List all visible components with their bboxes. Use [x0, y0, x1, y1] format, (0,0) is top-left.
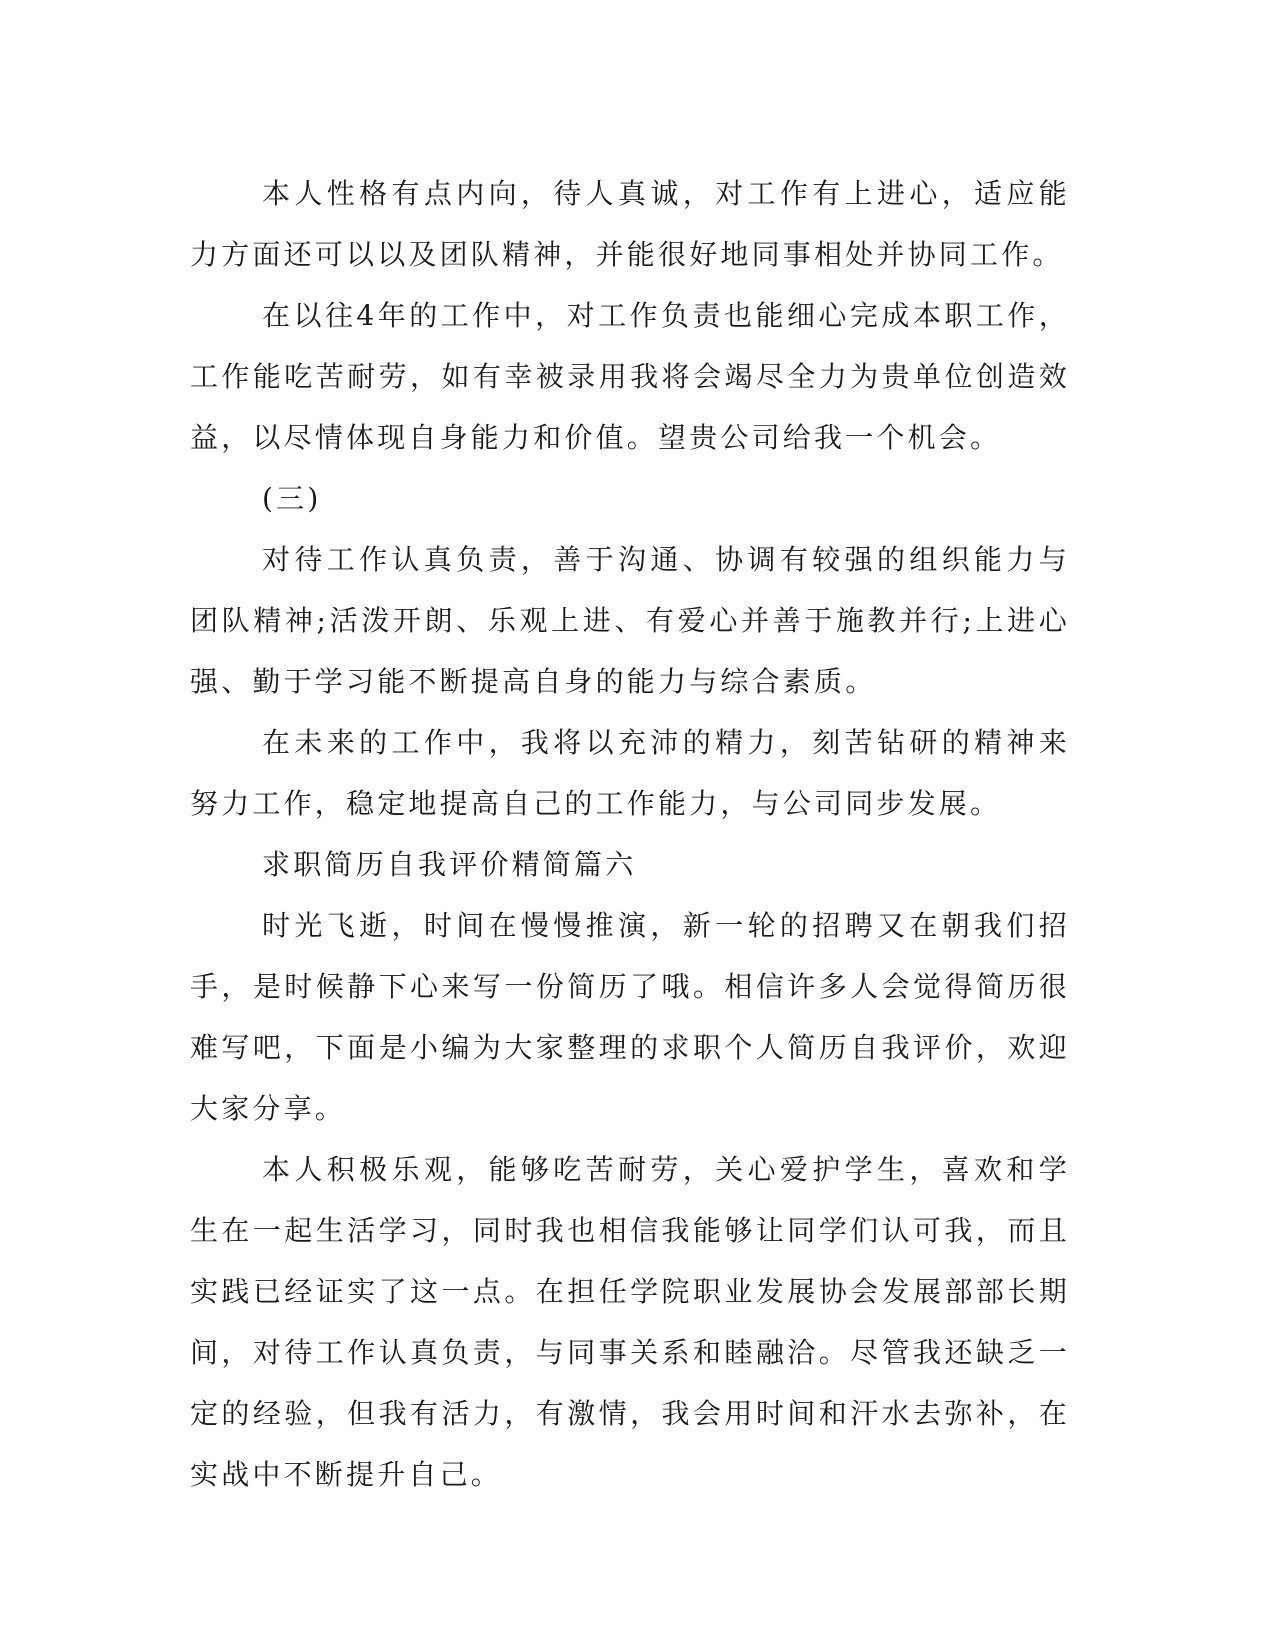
document-body — [190, 163, 1070, 1505]
paragraph-introduction: 时光飞逝，时间在慢慢推演，新一轮的招聘又在朝我们招手，是时候静下心来写一份简历了哦。相信许多人会觉得简历很难写吧，下面是小编为大家整理的求职个人简历自我评价，欢迎大家分享。 — [190, 909, 1070, 1125]
section-number-three: (三) — [262, 482, 322, 515]
paragraph-future-plan: 在未来的工作中，我将以充沛的精力，刻苦钻研的精神来努力工作，稳定地提高自己的工作能力，与公司同步发展。 — [190, 726, 1070, 820]
paragraph-work-attitude: 对待工作认真负责，善于沟通、协调有较强的组织能力与团队精神;活泼开朗、乐观上进、有爱心并善于施教并行;上进心强、勤于学习能不断提高自身的能力与综合素质。 — [190, 543, 1070, 698]
paragraph-work-experience: 在以往4年的工作中，对工作负责也能细心完成本职工作，工作能吃苦耐劳，如有幸被录用我将会竭尽全力为贵单位创造效益，以尽情体现自身能力和价值。望贵公司给我一个机会。 — [190, 299, 1070, 454]
paragraph-personality: 本人性格有点内向，待人真诚，对工作有上进心，适应能力方面还可以以及团队精神，并能很好地同事相处并协同工作。 — [190, 177, 1070, 271]
section-heading-part-six: 求职简历自我评价精简篇六 — [262, 848, 637, 881]
paragraph-self-evaluation: 本人积极乐观，能够吃苦耐劳，关心爱护学生，喜欢和学生在一起生活学习，同时我也相信我能够让同学们认可我，而且实践已经证实了这一点。在担任学院职业发展协会发展部部长期间，对待工作认真负责，与同事关系和睦融洽。尽管我还缺乏一定的经验，但我有活力，有激情，我会用时间和汗水去弥补，在实战中不断提升自己。 — [190, 1153, 1070, 1491]
